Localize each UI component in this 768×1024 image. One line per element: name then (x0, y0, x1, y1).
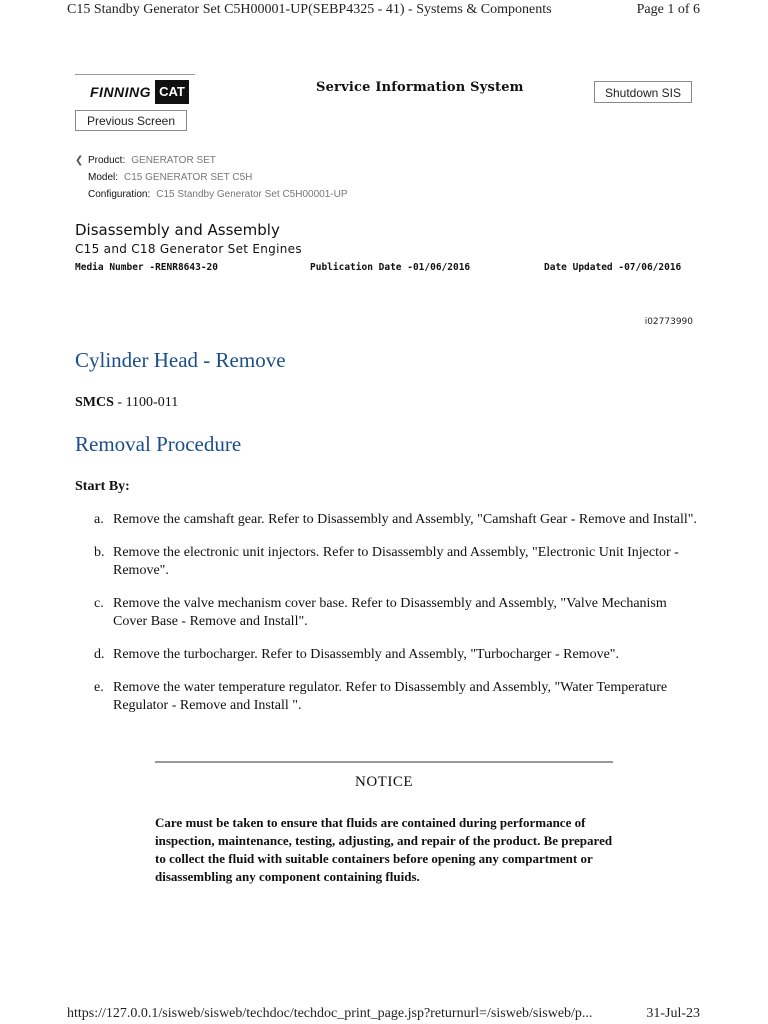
product-breadcrumb (75, 152, 348, 203)
system-title: Service Information System (316, 80, 524, 95)
notice-divider (155, 761, 613, 763)
document-id: i02773990 (644, 317, 693, 327)
step-text: Remove the turbocharger. Refer to Disassembly and Assembly, "Turbocharger - Remove". (113, 647, 619, 662)
step-text: Remove the valve mechanism cover base. Refer to Disassembly and Assembly, "Valve Mechanism Cover Base - Remove and Install". (113, 596, 667, 629)
media-number: Media Number -RENR8643-20 (75, 262, 218, 273)
finning-wordmark: FINNING (90, 84, 152, 100)
footer-url: https://127.0.0.1/sisweb/sisweb/techdoc/techdoc_print_page.jsp?returnurl=/sisweb/sisweb/p... (67, 1006, 593, 1021)
step-text: Remove the water temperature regulator. Refer to Disassembly and Assembly, "Water Temperature Regulator - Remove and Install ". (113, 680, 668, 713)
print-footer (67, 1006, 700, 1022)
notice-body: Care must be taken to ensure that fluids are contained during performance of inspection, maintenance, testing, adjusting, and repair of the product. Be prepared to collect the fluid with suitable containers before opening any compartment or disassembling any component containing fluids. (155, 815, 613, 884)
product-row[interactable] (75, 152, 348, 169)
page-number: Page 1 of 6 (636, 2, 700, 17)
print-header (67, 2, 700, 18)
document-title: Disassembly and Assembly (75, 221, 280, 239)
document-subtitle: C15 and C18 Generator Set Engines (75, 242, 302, 256)
configuration-row (75, 186, 348, 203)
print-header-title: C15 Standby Generator Set C5H00001-UP(SEBP4325 - 41) - Systems & Components (67, 2, 552, 17)
logo-divider (75, 74, 195, 75)
list-item: e. Remove the water temperature regulator. Refer to Disassembly and Assembly, "Water Temperature Regulator - Remove and Install ". (94, 680, 668, 713)
page-title: Cylinder Head - Remove (75, 348, 286, 372)
configuration-value: C15 Standby Generator Set C5H00001-UP (156, 189, 348, 200)
product-value: GENERATOR SET (131, 155, 216, 166)
finning-cat-logo (90, 79, 189, 105)
shutdown-sis-button[interactable]: Shutdown SIS (594, 81, 692, 103)
start-by-label: Start By: (75, 479, 130, 494)
smcs-value: - 1100-011 (113, 395, 179, 410)
list-item: d. Remove the turbocharger. Refer to Disassembly and Assembly, "Turbocharger - Remove". (94, 647, 619, 662)
model-row (75, 169, 348, 186)
previous-screen-button[interactable]: Previous Screen (75, 110, 187, 131)
smcs-label: SMCS (75, 395, 114, 410)
model-value: C15 GENERATOR SET C5H (124, 172, 253, 183)
list-item: a. Remove the camshaft gear. Refer to Disassembly and Assembly, "Camshaft Gear - Remove and Install". (94, 512, 697, 527)
product-label: Product: (88, 155, 126, 166)
start-by-steps (92, 511, 702, 730)
cat-logo-icon: CAT (155, 80, 189, 104)
publication-date: Publication Date -01/06/2016 (310, 262, 471, 273)
chevron-left-icon[interactable]: ❮ (75, 155, 84, 166)
date-updated: Date Updated -07/06/2016 (544, 262, 682, 273)
model-label: Model: (88, 172, 119, 183)
section-heading: Removal Procedure (75, 432, 242, 456)
smcs-code (75, 395, 178, 411)
notice-title: NOTICE (355, 774, 413, 790)
list-item: b. Remove the electronic unit injectors. Refer to Disassembly and Assembly, "Electronic Unit Injector - Remove". (94, 545, 679, 578)
step-text: Remove the electronic unit injectors. Refer to Disassembly and Assembly, "Electronic Unit Injector - Remove". (113, 545, 679, 578)
footer-date: 31-Jul-23 (646, 1006, 700, 1021)
step-text: Remove the camshaft gear. Refer to Disassembly and Assembly, "Camshaft Gear - Remove and Install". (113, 512, 697, 527)
list-item: c. Remove the valve mechanism cover base. Refer to Disassembly and Assembly, "Valve Mechanism Cover Base - Remove and Install". (94, 596, 667, 629)
configuration-label: Configuration: (88, 189, 151, 200)
